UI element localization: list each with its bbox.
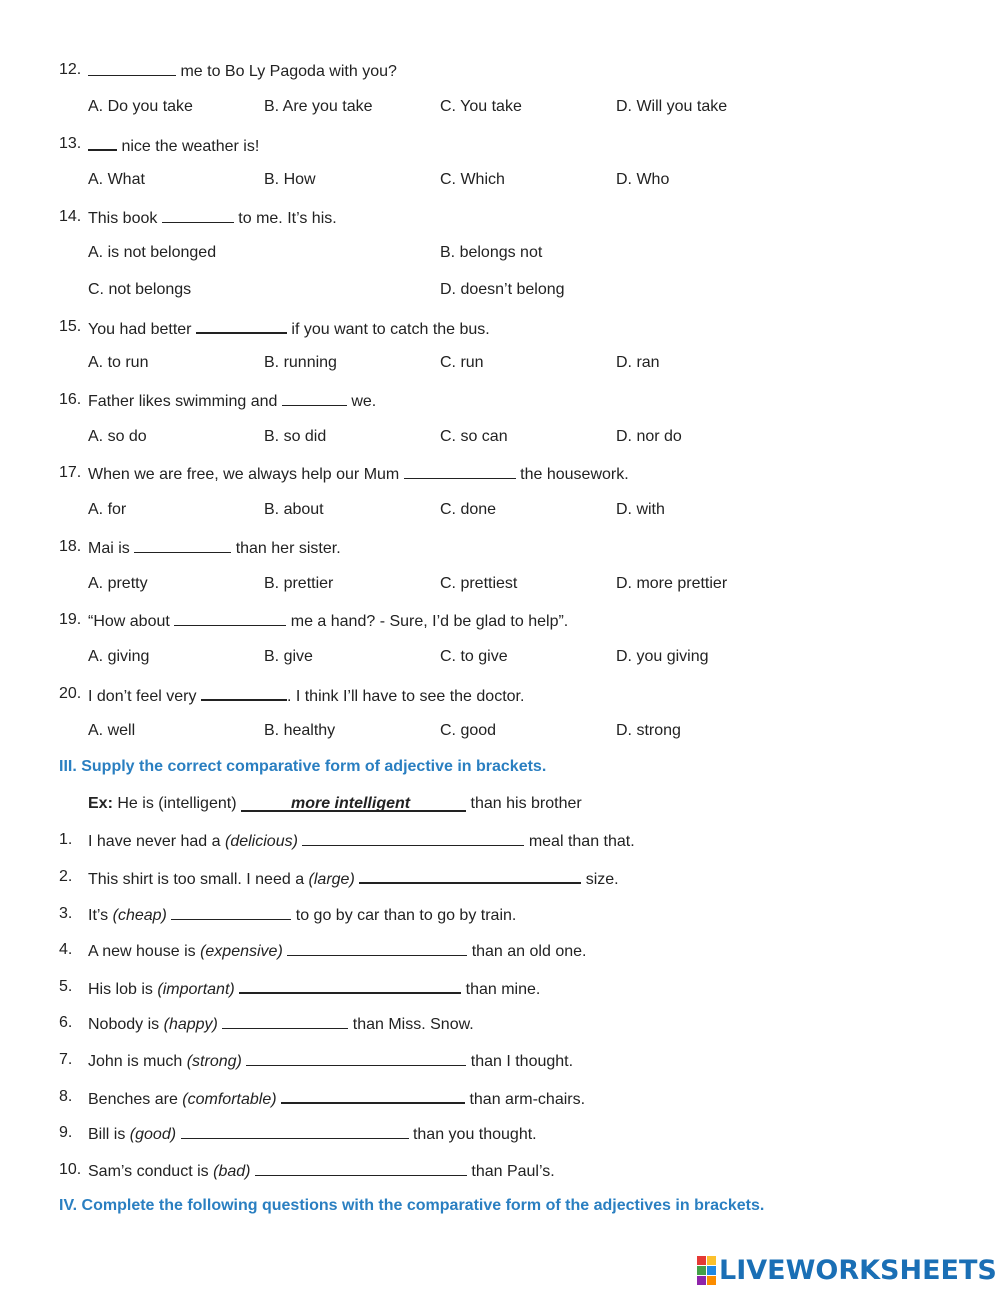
section-4-title: IV. Complete the following questions with the comparative form of the adjectives in brackets. <box>59 1197 765 1214</box>
question-number: 12. <box>59 61 82 78</box>
question-pre: When we are free, we always help our Mum <box>88 466 400 483</box>
option-a[interactable]: A. so do <box>88 428 147 445</box>
option-c[interactable]: C. to give <box>440 648 508 665</box>
question-post: nice the weather is! <box>121 138 260 155</box>
option-a[interactable]: A. giving <box>88 648 150 665</box>
question-post: to me. It’s his. <box>238 210 337 227</box>
liveworksheets-logo <box>697 1255 997 1285</box>
item-number: 8. <box>59 1088 73 1105</box>
item-number: 6. <box>59 1014 73 1031</box>
option-a[interactable]: A. What <box>88 171 145 188</box>
question-post: we. <box>351 393 377 410</box>
item-number: 5. <box>59 978 73 995</box>
option-b[interactable]: B. Are you take <box>264 98 373 115</box>
item-number: 7. <box>59 1051 73 1068</box>
question-text <box>88 610 568 632</box>
item-adjective: (bad) <box>213 1163 251 1180</box>
logo-blocks-icon <box>697 1256 716 1285</box>
question-pre: Mai is <box>88 540 130 557</box>
option-c[interactable]: C. so can <box>440 428 508 445</box>
item-adjective: (cheap) <box>112 907 167 924</box>
item-number: 4. <box>59 941 73 958</box>
item-pre: Benches are <box>88 1091 178 1108</box>
option-c[interactable]: C. prettiest <box>440 575 518 592</box>
question-number: 13. <box>59 135 82 152</box>
option-b[interactable]: B. How <box>264 171 316 188</box>
question-text <box>88 390 376 412</box>
option-d[interactable]: D. Who <box>616 171 670 188</box>
question-number: 14. <box>59 208 82 225</box>
item-post: than you thought. <box>412 1126 537 1143</box>
item-pre: A new house is <box>88 943 196 960</box>
answer-blank[interactable] <box>174 610 286 626</box>
question-pre: Father likes swimming and <box>88 393 278 410</box>
item-number: 1. <box>59 831 73 848</box>
item-adjective: (good) <box>129 1126 177 1143</box>
question-number: 15. <box>59 318 82 335</box>
option-b[interactable]: B. belongs not <box>440 244 543 261</box>
question-pre: You had better <box>88 321 192 338</box>
item-pre: John is much <box>88 1053 183 1070</box>
option-c[interactable]: C. not belongs <box>88 281 192 298</box>
answer-blank[interactable] <box>222 1013 348 1029</box>
question-text <box>88 60 397 82</box>
item-adjective: (happy) <box>163 1016 218 1033</box>
option-a[interactable]: A. is not belonged <box>88 244 217 261</box>
answer-blank[interactable] <box>281 1087 465 1104</box>
option-d[interactable]: D. nor do <box>616 428 682 445</box>
example-answer: more intelligent <box>290 795 411 812</box>
item-post: than arm-chairs. <box>469 1091 586 1108</box>
question-post: me to Bo Ly Pagoda with you? <box>180 63 397 80</box>
option-c[interactable]: C. You take <box>440 98 522 115</box>
item-adjective: (delicious) <box>225 833 298 850</box>
item-pre: It’s <box>88 907 109 924</box>
answer-blank[interactable] <box>162 207 234 223</box>
option-d[interactable]: D. Will you take <box>616 98 728 115</box>
question-text <box>88 463 629 485</box>
option-c[interactable]: C. Which <box>440 171 505 188</box>
example-post: than his brother <box>470 795 582 812</box>
answer-blank[interactable] <box>88 134 117 151</box>
option-d[interactable]: D. ran <box>616 354 660 371</box>
item-number: 3. <box>59 905 73 922</box>
option-c[interactable]: C. run <box>440 354 484 371</box>
item-pre: Nobody is <box>88 1016 160 1033</box>
question-pre: “How about <box>88 613 170 630</box>
item-post: to go by car than to go by train. <box>295 907 517 924</box>
option-c[interactable]: C. done <box>440 501 497 518</box>
answer-blank[interactable] <box>88 60 176 76</box>
item-pre: Sam’s conduct is <box>88 1163 209 1180</box>
question-text <box>88 684 524 707</box>
answer-blank[interactable] <box>255 1160 467 1176</box>
item-number: 10. <box>59 1161 82 1178</box>
answer-blank[interactable] <box>196 317 287 334</box>
item-post: than I thought. <box>470 1053 574 1070</box>
question-post: the housework. <box>520 466 629 483</box>
item-post: than Paul’s. <box>471 1163 555 1180</box>
item-post: size. <box>585 871 619 888</box>
item-post: than an old one. <box>471 943 587 960</box>
question-post: than her sister. <box>235 540 341 557</box>
answer-blank[interactable] <box>134 537 231 553</box>
option-c[interactable]: C. good <box>440 722 497 739</box>
item-post: than mine. <box>465 981 541 998</box>
item-number: 2. <box>59 868 73 885</box>
question-number: 20. <box>59 685 82 702</box>
question-number: 17. <box>59 464 82 481</box>
option-b[interactable]: B. prettier <box>264 575 334 592</box>
option-d[interactable]: D. you giving <box>616 648 709 665</box>
answer-blank[interactable] <box>282 390 347 406</box>
option-b[interactable]: B. running <box>264 354 337 371</box>
item-adjective: (strong) <box>186 1053 242 1070</box>
option-d[interactable]: D. with <box>616 501 665 518</box>
answer-blank[interactable] <box>239 977 461 994</box>
question-pre: I don’t feel very <box>88 688 197 705</box>
option-d[interactable]: D. strong <box>616 722 681 739</box>
question-post: . I think I’ll have to see the doctor. <box>286 688 525 705</box>
item-post: meal than that. <box>528 833 635 850</box>
option-b[interactable]: B. about <box>264 501 324 518</box>
answer-blank[interactable] <box>404 463 516 479</box>
answer-blank[interactable] <box>171 904 291 920</box>
item-number: 9. <box>59 1124 73 1141</box>
question-text <box>88 207 337 229</box>
item-pre: This shirt is too small. I need a <box>88 871 305 888</box>
question-pre: This book <box>88 210 158 227</box>
option-a[interactable]: A. Do you take <box>88 98 193 115</box>
option-a[interactable]: A. well <box>88 722 136 739</box>
option-a[interactable]: A. to run <box>88 354 149 371</box>
answer-blank[interactable] <box>302 830 524 846</box>
question-text <box>88 317 490 340</box>
question-text <box>88 134 259 157</box>
answer-blank[interactable] <box>359 867 581 884</box>
answer-blank[interactable] <box>246 1050 466 1066</box>
option-a[interactable]: A. pretty <box>88 575 148 592</box>
logo-text: LIVEWORKSHEETS <box>719 1254 997 1286</box>
item-adjective: (large) <box>308 871 355 888</box>
option-b[interactable]: B. healthy <box>264 722 336 739</box>
section-3-title: III. Supply the correct comparative form of adjective in brackets. <box>59 758 547 775</box>
example-line <box>88 794 582 814</box>
option-d[interactable]: D. doesn’t belong <box>440 281 565 298</box>
answer-blank[interactable] <box>201 684 287 701</box>
question-text <box>88 537 341 559</box>
item-pre: I have never had a <box>88 833 221 850</box>
question-number: 19. <box>59 611 82 628</box>
example-pre: He is (intelligent) <box>117 795 237 812</box>
option-b[interactable]: B. so did <box>264 428 327 445</box>
item-pre: Bill is <box>88 1126 126 1143</box>
item-adjective: (comfortable) <box>182 1091 277 1108</box>
question-post: me a hand? - Sure, I’d be glad to help”. <box>290 613 569 630</box>
item-adjective: (expensive) <box>200 943 283 960</box>
answer-blank[interactable] <box>287 940 467 956</box>
example-label: Ex: <box>88 795 113 812</box>
item-post: than Miss. Snow. <box>352 1016 474 1033</box>
question-number: 16. <box>59 391 82 408</box>
option-b[interactable]: B. give <box>264 648 313 665</box>
item-adjective: (important) <box>157 981 235 998</box>
option-d[interactable]: D. more prettier <box>616 575 728 592</box>
option-a[interactable]: A. for <box>88 501 127 518</box>
question-number: 18. <box>59 538 82 555</box>
question-post: if you want to catch the bus. <box>291 321 490 338</box>
answer-blank[interactable] <box>181 1123 409 1139</box>
item-pre: His lob is <box>88 981 153 998</box>
